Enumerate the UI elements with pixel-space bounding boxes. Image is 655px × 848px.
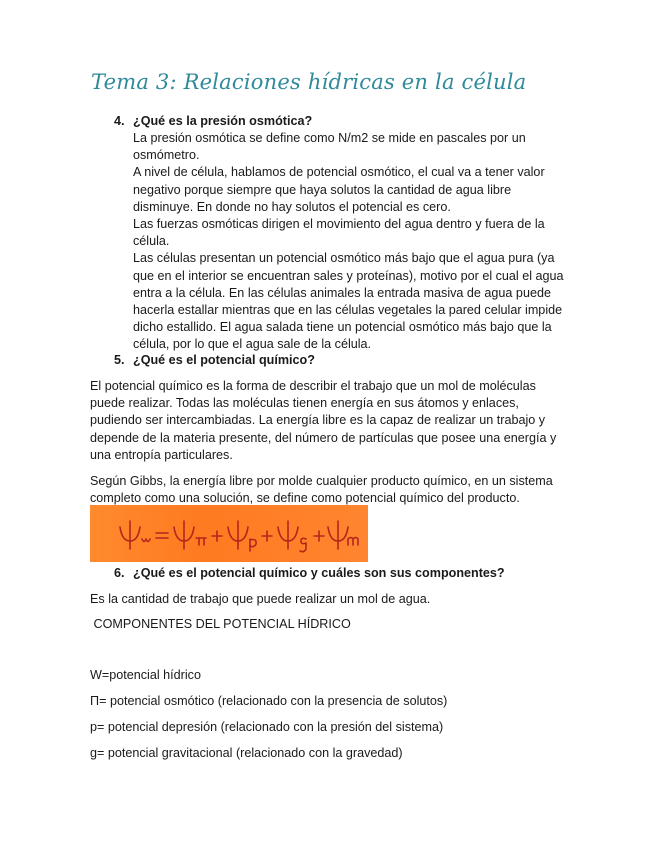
component-item: g= potencial gravitacional (relacionado con la gravedad) — [90, 746, 403, 760]
handwritten-formula — [90, 505, 368, 562]
question-6-answer: Es la cantidad de trabajo que puede realizar un mol de agua. — [90, 592, 431, 606]
q4-paragraph: A nivel de célula, hablamos de potencial osmótico, el cual va a tener valor negativo porque siempre que haya solutos la cantidad de agua libre disminuye. En donde no hay solutos el potencial es cero. — [133, 165, 545, 214]
question-6-heading — [114, 565, 505, 582]
question-4-answer — [133, 130, 573, 354]
question-5-answer — [90, 378, 570, 507]
q4-paragraph: Las células presentan un potencial osmótico más bajo que el agua pura (ya que en el interior se encuentran sales y proteínas), motivo por el cual el agua entra a la célula. En las células animales la entrada masiva de agua puede hacerla estallar mientras que en las células vegetales la pared celular impide dicho estallido. El agua salada tiene un potencial osmótico más bajo que la célula, por lo que el agua sale de la célula. — [133, 251, 564, 352]
q4-paragraph: La presión osmótica se define como N/m2 se mide en pascales por un osmómetro. — [133, 131, 526, 163]
question-5-number: 5. — [114, 353, 125, 367]
question-4-heading — [114, 113, 312, 130]
component-item: Π= potencial osmótico (relacionado con la presencia de solutos) — [90, 694, 448, 708]
question-5-heading — [114, 352, 315, 369]
components-heading: COMPONENTES DEL POTENCIAL HÍDRICO — [90, 617, 351, 631]
q4-paragraph: Las fuerzas osmóticas dirigen el movimiento del agua dentro y fuera de la célula. — [133, 217, 545, 249]
component-item: W=potencial hídrico — [90, 668, 201, 682]
question-4-number: 4. — [114, 114, 125, 128]
page-title: Tema 3: Relaciones hídricas en la célula — [91, 70, 527, 94]
question-5-text: ¿Qué es el potencial químico? — [133, 353, 315, 367]
question-6-number: 6. — [114, 566, 125, 580]
q5-paragraph: Según Gibbs, la energía libre por molde cualquier producto químico, en un sistema completo como una solución, se define como potencial químico del producto. — [90, 474, 553, 506]
question-4-text: ¿Qué es la presión osmótica? — [133, 114, 313, 128]
component-item: p= potencial depresión (relacionado con la presión del sistema) — [90, 720, 444, 734]
question-6-text: ¿Qué es el potencial químico y cuáles son sus componentes? — [133, 566, 505, 580]
water-potential-formula-image — [90, 505, 368, 562]
q5-paragraph: El potencial químico es la forma de describir el trabajo que un mol de moléculas puede realizar. Todas las moléculas tienen energía en sus átomos y enlaces, pudiendo ser intercambiadas. La energía libre es la capaz de realizar un trabajo y depende de la materia presente, del número de partículas que posee una energía y una entropía particulares. — [90, 379, 557, 462]
